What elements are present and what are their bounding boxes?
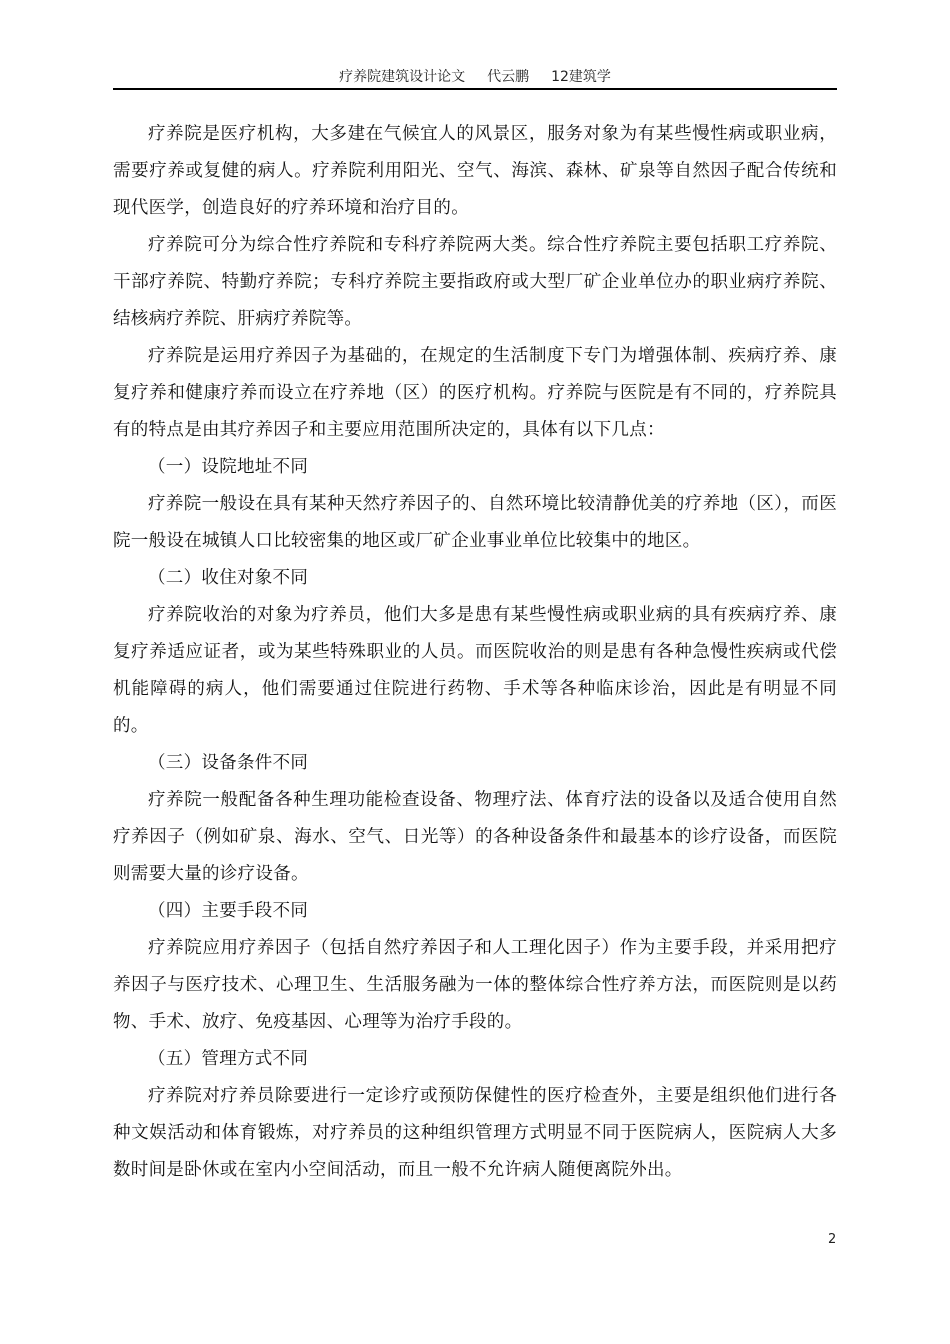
page-header xyxy=(113,66,837,86)
paragraph: 疗养院一般设在具有某种天然疗养因子的、自然环境比较清静优美的疗养地（区），而医院一般设在城镇人口比较密集的地区或厂矿企业事业单位比较集中的地区。 xyxy=(113,494,837,551)
section-heading: （四）主要手段不同 xyxy=(148,901,309,921)
section-heading: （五）管理方式不同 xyxy=(148,1049,309,1069)
document-body xyxy=(113,116,837,1189)
section-heading: （二）收住对象不同 xyxy=(148,568,309,588)
header-rule xyxy=(113,88,837,90)
paragraph: 疗养院是医疗机构，大多建在气候宜人的风景区，服务对象为有某些慢性病或职业病，需要疗养或复健的病人。疗养院利用阳光、空气、海滨、森林、矿泉等自然因子配合传统和现代医学，创造良好的疗养环境和治疗目的。 xyxy=(113,124,837,218)
header-author: 代云鹏 xyxy=(487,69,530,85)
header-class: 12建筑学 xyxy=(551,69,611,85)
header-title: 疗养院建筑设计论文 xyxy=(339,69,466,85)
paragraph: 疗养院收治的对象为疗养员，他们大多是患有某些慢性病或职业病的具有疾病疗养、康复疗养适应证者，或为某些特殊职业的人员。而医院收治的则是患有各种急慢性疾病或代偿机能障碍的病人，他们需要通过住院进行药物、手术等各种临床诊治，因此是有明显不同的。 xyxy=(113,605,837,736)
paragraph: 疗养院应用疗养因子（包括自然疗养因子和人工理化因子）作为主要手段，并采用把疗养因子与医疗技术、心理卫生、生活服务融为一体的整体综合性疗养方法，而医院则是以药物、手术、放疗、免疫基因、心理等为治疗手段的。 xyxy=(113,938,837,1032)
section-heading: （三）设备条件不同 xyxy=(148,753,309,773)
page-number: 2 xyxy=(828,1232,837,1247)
paragraph: 疗养院对疗养员除要进行一定诊疗或预防保健性的医疗检查外，主要是组织他们进行各种文娱活动和体育锻炼，对疗养员的这种组织管理方式明显不同于医院病人，医院病人大多数时间是卧休或在室内小空间活动，而且一般不允许病人随便离院外出。 xyxy=(113,1086,837,1180)
paragraph: 疗养院是运用疗养因子为基础的，在规定的生活制度下专门为增强体制、疾病疗养、康复疗养和健康疗养而设立在疗养地（区）的医疗机构。疗养院与医院是有不同的，疗养院具有的特点是由其疗养因子和主要应用范围所决定的，具体有以下几点： xyxy=(113,346,837,440)
paragraph: 疗养院可分为综合性疗养院和专科疗养院两大类。综合性疗养院主要包括职工疗养院、干部疗养院、特勤疗养院；专科疗养院主要指政府或大型厂矿企业单位办的职业病疗养院、结核病疗养院、肝病疗养院等。 xyxy=(113,235,837,329)
section-heading: （一）设院地址不同 xyxy=(148,457,309,477)
paragraph: 疗养院一般配备各种生理功能检查设备、物理疗法、体育疗法的设备以及适合使用自然疗养因子（例如矿泉、海水、空气、日光等）的各种设备条件和最基本的诊疗设备，而医院则需要大量的诊疗设备。 xyxy=(113,790,837,884)
